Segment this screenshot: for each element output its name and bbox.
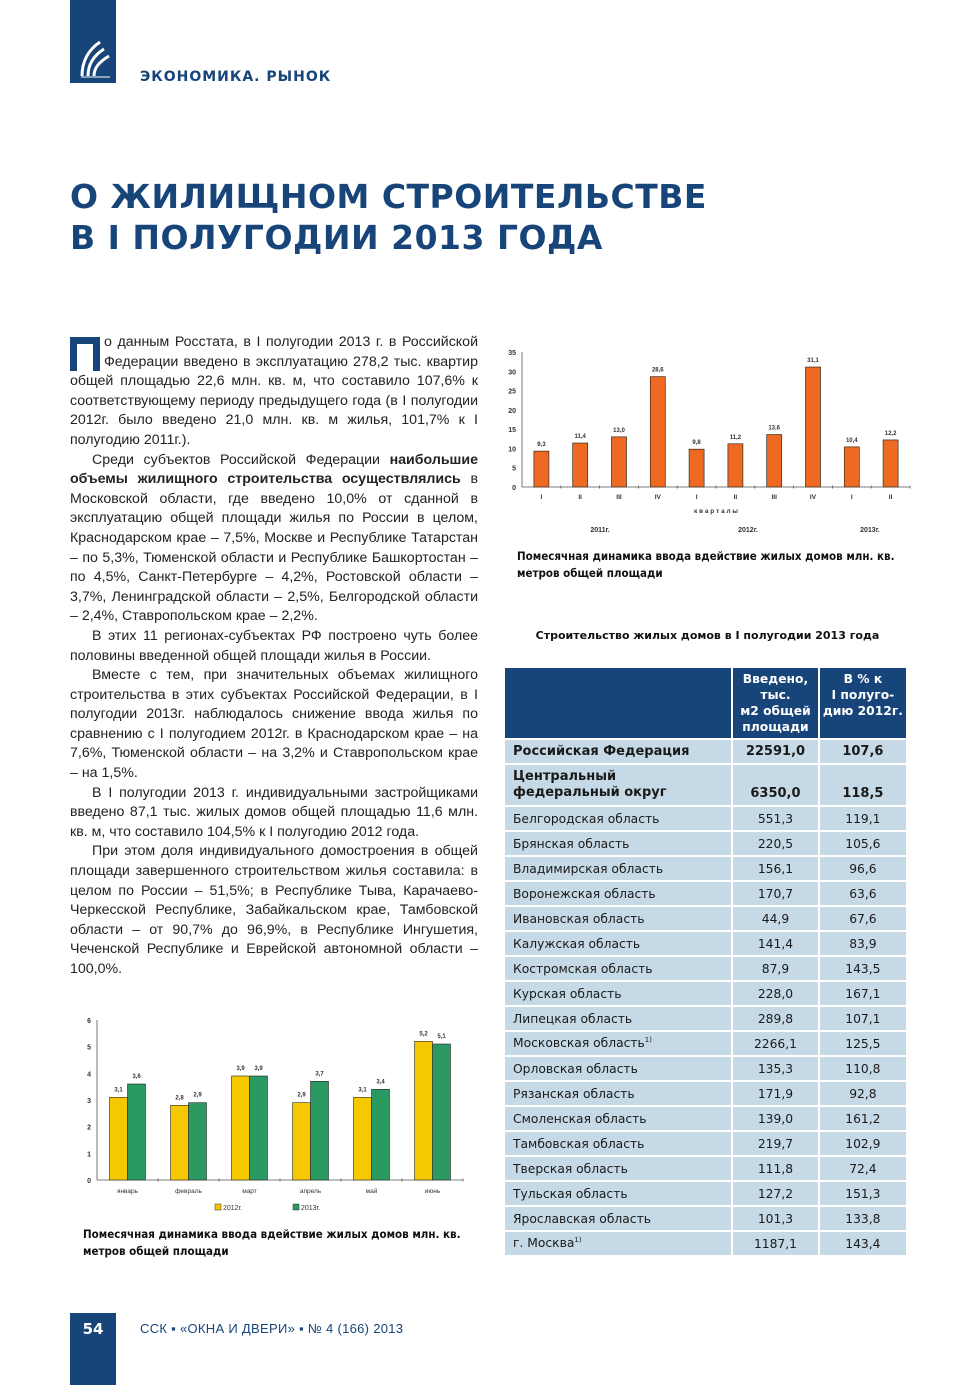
monthly-chart-caption: Помесячная динамика ввода вдействие жилых домов млн. кв. метров общей площади bbox=[83, 1227, 461, 1258]
region-name: Костромская область bbox=[505, 957, 731, 980]
quarterly-chart-caption: Помесячная динамика ввода вдействие жилых домов млн. кв. метров общей площади bbox=[517, 549, 895, 580]
percent-value: 102,9 bbox=[820, 1132, 906, 1155]
percent-value: 118,5 bbox=[820, 765, 906, 805]
legend-swatch bbox=[293, 1204, 299, 1210]
region-name: Тамбовская область bbox=[505, 1132, 731, 1155]
region-name: Российская Федерация bbox=[505, 740, 731, 763]
table-row bbox=[505, 740, 906, 763]
paragraph-5: В I полугодии 2013 г. индивидуальными застройщиками введено 87,1 тыс. жилых домов общей площадью 11,6 млн. кв. м, что составило 104,5% к I полугодию 2012 года. bbox=[70, 784, 478, 840]
bar-value-label: 12,2 bbox=[884, 430, 897, 437]
bar-2012 bbox=[232, 1076, 250, 1180]
bar-value-label: 3,7 bbox=[315, 1071, 324, 1078]
year-group-label: 2013г. bbox=[860, 527, 880, 534]
percent-value: 133,8 bbox=[820, 1207, 906, 1230]
bar bbox=[689, 449, 704, 487]
region-name: Орловская область bbox=[505, 1057, 731, 1080]
region-name: Калужская область bbox=[505, 932, 731, 955]
bar-value-label: 2,9 bbox=[297, 1092, 306, 1099]
bar bbox=[883, 440, 898, 487]
emphasis: наибольшие объемы жилищного строительства осуществлялись bbox=[70, 451, 478, 488]
bar-2013 bbox=[128, 1084, 146, 1180]
header-built: Введено, тыс. м2 общей площади bbox=[733, 668, 818, 738]
table-row bbox=[505, 807, 906, 830]
region-name: Тверская область bbox=[505, 1157, 731, 1180]
paragraph-4: Вместе с тем, при значительных объемах жилищного строительства в этих субъектах Российской Федерации, в I полугодии 2013г. наблюдалось снижение ввода жилья по сравнению с I полугодием 2012г. в Краснодарском крае – на 7,6%, Тюменской области – на 3,2% и Ставропольском крае – на 1,5%. bbox=[70, 667, 478, 782]
percent-value: 92,8 bbox=[820, 1082, 906, 1105]
percent-value: 125,5 bbox=[820, 1032, 906, 1055]
bar-value-label: 3,6 bbox=[132, 1074, 141, 1080]
legend-label: 2012г. bbox=[223, 1205, 243, 1212]
bar-value-label: 2,8 bbox=[175, 1095, 184, 1102]
table-row bbox=[505, 1057, 906, 1080]
built-value: 171,9 bbox=[733, 1082, 818, 1105]
article-body bbox=[70, 333, 478, 980]
table-row bbox=[505, 832, 906, 855]
table-row bbox=[505, 1107, 906, 1130]
year-group-label: 2011г. bbox=[590, 527, 610, 534]
table-row bbox=[505, 1207, 906, 1230]
section-label: ЭКОНОМИКА. РЫНОК bbox=[140, 69, 332, 85]
bar-value-label: 9,8 bbox=[692, 440, 701, 447]
bar-2013 bbox=[433, 1044, 451, 1180]
x-tick-label: II bbox=[733, 494, 738, 501]
x-tick-label: февраль bbox=[175, 1188, 202, 1195]
y-tick-label: 2 bbox=[87, 1124, 91, 1132]
x-tick-label: январь bbox=[116, 1188, 139, 1195]
quarterly-bar-chart bbox=[500, 340, 920, 540]
bar-value-label: 5,1 bbox=[437, 1034, 446, 1040]
percent-value: 110,8 bbox=[820, 1057, 906, 1080]
year-group-label: 2012г. bbox=[738, 527, 758, 534]
percent-value: 143,4 bbox=[820, 1232, 906, 1255]
bar bbox=[728, 444, 743, 487]
x-tick-label: май bbox=[365, 1188, 378, 1195]
bar-value-label: 13,6 bbox=[768, 425, 781, 432]
x-tick-label: IV bbox=[654, 494, 661, 501]
percent-value: 63,6 bbox=[820, 882, 906, 905]
region-name: Курская область bbox=[505, 982, 731, 1005]
built-value: 22591,0 bbox=[733, 740, 818, 763]
x-tick-label: III bbox=[771, 494, 777, 501]
percent-value: 167,1 bbox=[820, 982, 906, 1005]
percent-value: 107,1 bbox=[820, 1007, 906, 1030]
table-row bbox=[505, 1232, 906, 1255]
region-name: Воронежская область bbox=[505, 882, 731, 905]
percent-value: 105,6 bbox=[820, 832, 906, 855]
article-title bbox=[70, 176, 770, 258]
footer-tab bbox=[70, 1313, 116, 1385]
built-value: 156,1 bbox=[733, 857, 818, 880]
header-region bbox=[505, 668, 731, 738]
percent-value: 151,3 bbox=[820, 1182, 906, 1205]
table-row bbox=[505, 1157, 906, 1180]
region-name: Центральный федеральный округ bbox=[505, 765, 731, 805]
percent-value: 72,4 bbox=[820, 1157, 906, 1180]
region-name: г. Москва$^{1)}$ bbox=[505, 1232, 731, 1255]
bar-value-label: 2,9 bbox=[193, 1092, 202, 1099]
bar-2012 bbox=[171, 1105, 189, 1180]
y-tick-label: 15 bbox=[508, 427, 516, 435]
y-tick-label: 0 bbox=[87, 1178, 91, 1185]
bar-value-label: 13,0 bbox=[613, 427, 625, 434]
bar bbox=[767, 435, 782, 487]
built-value: 141,4 bbox=[733, 932, 818, 955]
table-row bbox=[505, 1082, 906, 1105]
bar-2012 bbox=[354, 1097, 372, 1180]
built-value: 101,3 bbox=[733, 1207, 818, 1230]
x-axis-title: к в а р т а л ы bbox=[694, 508, 738, 515]
publication-info: ССК ▪ «ОКНА И ДВЕРИ» ▪ № 4 (166) 2013 bbox=[140, 1321, 404, 1336]
y-tick-label: 6 bbox=[87, 1018, 91, 1025]
region-name: Ивановская область bbox=[505, 907, 731, 930]
y-tick-label: 5 bbox=[512, 465, 516, 473]
table-row bbox=[505, 907, 906, 930]
built-value: 127,2 bbox=[733, 1182, 818, 1205]
bar bbox=[534, 451, 549, 487]
percent-value: 119,1 bbox=[820, 807, 906, 830]
region-name: Брянская область bbox=[505, 832, 731, 855]
paragraph-6: При этом доля индивидуального домостроения в общей площади завершенного строительством жилья составила: в целом по России – 51,5%; в Республике Тыва, Карачаево-Черкесской Республике, Забайкальском крае, Тамбовской области – от 90,7% до 96,9%, в Республике Ингушетия, Чеченской Республике и Еврейской автономной области – 100,0%. bbox=[70, 843, 478, 977]
y-tick-label: 4 bbox=[87, 1071, 91, 1079]
bar-value-label: 3,1 bbox=[358, 1087, 367, 1094]
built-value: 87,9 bbox=[733, 957, 818, 980]
table-row bbox=[505, 1132, 906, 1155]
page-number: 54 bbox=[82, 1320, 104, 1338]
percent-value: 161,2 bbox=[820, 1107, 906, 1130]
x-tick-label: III bbox=[616, 494, 622, 501]
region-name: Смоленская область bbox=[505, 1107, 731, 1130]
bar bbox=[612, 437, 627, 487]
bar-value-label: 3,9 bbox=[236, 1066, 245, 1072]
x-tick-label: март bbox=[242, 1188, 257, 1195]
monthly-bar-chart bbox=[75, 1008, 475, 1218]
y-tick-label: 10 bbox=[508, 446, 516, 454]
x-tick-label: апрель bbox=[299, 1188, 322, 1195]
bar-value-label: 11,4 bbox=[574, 434, 586, 441]
y-tick-label: 35 bbox=[508, 350, 516, 357]
table-row bbox=[505, 1182, 906, 1205]
table-row bbox=[505, 765, 906, 805]
built-value: 228,0 bbox=[733, 982, 818, 1005]
title-line-1: О ЖИЛИЩНОМ СТРОИТЕЛЬСТВЕ bbox=[70, 177, 707, 216]
region-name: Рязанская область bbox=[505, 1082, 731, 1105]
title-line-2: В I ПОЛУГОДИИ 2013 ГОДА bbox=[70, 218, 603, 257]
table-row bbox=[505, 1007, 906, 1030]
table-row bbox=[505, 932, 906, 955]
region-name: Белгородская область bbox=[505, 807, 731, 830]
region-name: Липецкая область bbox=[505, 1007, 731, 1030]
built-value: 139,0 bbox=[733, 1107, 818, 1130]
built-value: 111,8 bbox=[733, 1157, 818, 1180]
y-tick-label: 3 bbox=[87, 1098, 91, 1105]
built-value: 6350,0 bbox=[733, 765, 818, 805]
paragraph-1: о данным Росстата, в I полугодии 2013 г. в Российской Федерации введено в эксплуатацию 278,2 тыс. квартир общей площадью 22,6 млн. кв. м, что составило 107,6% к соответствующему периоду предыдущего года (в I полугодии 2012г. было введено 21,0 млн. кв. м жилья, 101,7% к I полугодию 2011г.). bbox=[70, 334, 478, 448]
built-value: 135,3 bbox=[733, 1057, 818, 1080]
built-value: 170,7 bbox=[733, 882, 818, 905]
y-tick-label: 30 bbox=[508, 369, 516, 377]
table-row bbox=[505, 957, 906, 980]
y-tick-label: 0 bbox=[512, 485, 516, 492]
x-tick-label: июнь bbox=[424, 1188, 441, 1195]
built-value: 1187,1 bbox=[733, 1232, 818, 1255]
x-tick-label: I bbox=[850, 494, 853, 501]
bar-value-label: 28,6 bbox=[651, 367, 664, 374]
percent-value: 143,5 bbox=[820, 957, 906, 980]
bar-value-label: 3,1 bbox=[114, 1087, 123, 1094]
percent-value: 107,6 bbox=[820, 740, 906, 763]
bar bbox=[806, 367, 821, 487]
region-name: Владимирская область bbox=[505, 857, 731, 880]
x-tick-label: I bbox=[540, 494, 543, 501]
bar-value-label: 10,4 bbox=[845, 437, 858, 444]
built-value: 551,3 bbox=[733, 807, 818, 830]
bar-value-label: 3,4 bbox=[376, 1079, 385, 1086]
built-value: 289,8 bbox=[733, 1007, 818, 1030]
percent-value: 67,6 bbox=[820, 907, 906, 930]
paragraph-3: В этих 11 регионах-субъектах РФ построено чуть более половины введенной общей площади жилья в России. bbox=[70, 627, 478, 664]
bar bbox=[573, 443, 588, 487]
paragraph-2: Среди субъектов Российской Федерации наибольшие объемы жилищного строительства осуществлялись в Московской области, где введено 10,0% от сданной в эксплуатацию общей площади жилья по России в целом, Краснодарском крае – 7,5%, Москве и Республике Татарстан – по 5,3%, Тюменской области и Республике Башкортостан – по 4,5%, Санкт-Петербурге – 4,2%, Ростовской области – 3,7%, Ленинградской области – 2,5%, Белгородской области – 2,4%, Ставропольском крае – 2,2%. bbox=[70, 451, 478, 625]
bar-2012 bbox=[110, 1097, 128, 1180]
bar-value-label: 31,1 bbox=[807, 358, 819, 365]
y-tick-label: 25 bbox=[508, 388, 516, 396]
region-name: Тульская область bbox=[505, 1182, 731, 1205]
bar-2013 bbox=[311, 1081, 329, 1180]
x-tick-label: II bbox=[888, 494, 893, 501]
legend-label: 2013г. bbox=[301, 1205, 321, 1212]
dropcap bbox=[70, 337, 100, 371]
footnote-marker: 1) bbox=[644, 1036, 652, 1045]
x-tick-label: II bbox=[578, 494, 583, 501]
table-row bbox=[505, 1032, 906, 1055]
x-tick-label: IV bbox=[809, 494, 817, 501]
table-title: Строительство жилых домов в I полугодии 2013 года bbox=[535, 629, 880, 642]
y-tick-label: 5 bbox=[87, 1044, 91, 1052]
bar-2012 bbox=[415, 1041, 433, 1180]
bar-value-label: 5,2 bbox=[419, 1031, 428, 1038]
built-value: 44,9 bbox=[733, 907, 818, 930]
header-tab bbox=[70, 0, 116, 83]
footnote-marker: 1) bbox=[574, 1236, 582, 1245]
bar bbox=[650, 377, 665, 487]
header-percent: В % к I полуго- дию 2012г. bbox=[820, 668, 906, 738]
table-row bbox=[505, 982, 906, 1005]
bar-value-label: 11,2 bbox=[729, 434, 742, 441]
bar-2013 bbox=[250, 1076, 268, 1180]
percent-value: 83,9 bbox=[820, 932, 906, 955]
percent-value: 96,6 bbox=[820, 857, 906, 880]
built-value: 220,5 bbox=[733, 832, 818, 855]
x-tick-label: I bbox=[695, 494, 698, 501]
table-row bbox=[505, 882, 906, 905]
y-tick-label: 20 bbox=[508, 407, 516, 415]
bar-value-label: 9,3 bbox=[537, 442, 546, 449]
bar-2012 bbox=[293, 1103, 311, 1180]
housing-table bbox=[503, 666, 908, 1257]
region-name: Ярославская область bbox=[505, 1207, 731, 1230]
built-value: 2266,1 bbox=[733, 1032, 818, 1055]
bar-2013 bbox=[372, 1089, 390, 1180]
built-value: 219,7 bbox=[733, 1132, 818, 1155]
bar bbox=[844, 447, 859, 487]
bar-value-label: 3,9 bbox=[254, 1066, 263, 1072]
legend-swatch bbox=[215, 1204, 221, 1210]
bar-2013 bbox=[189, 1103, 207, 1180]
y-tick-label: 1 bbox=[87, 1151, 91, 1159]
region-name: Московская область$^{1)}$ bbox=[505, 1032, 731, 1055]
table-row bbox=[505, 857, 906, 880]
logo-icon bbox=[78, 38, 112, 78]
table-header-row bbox=[505, 668, 906, 738]
